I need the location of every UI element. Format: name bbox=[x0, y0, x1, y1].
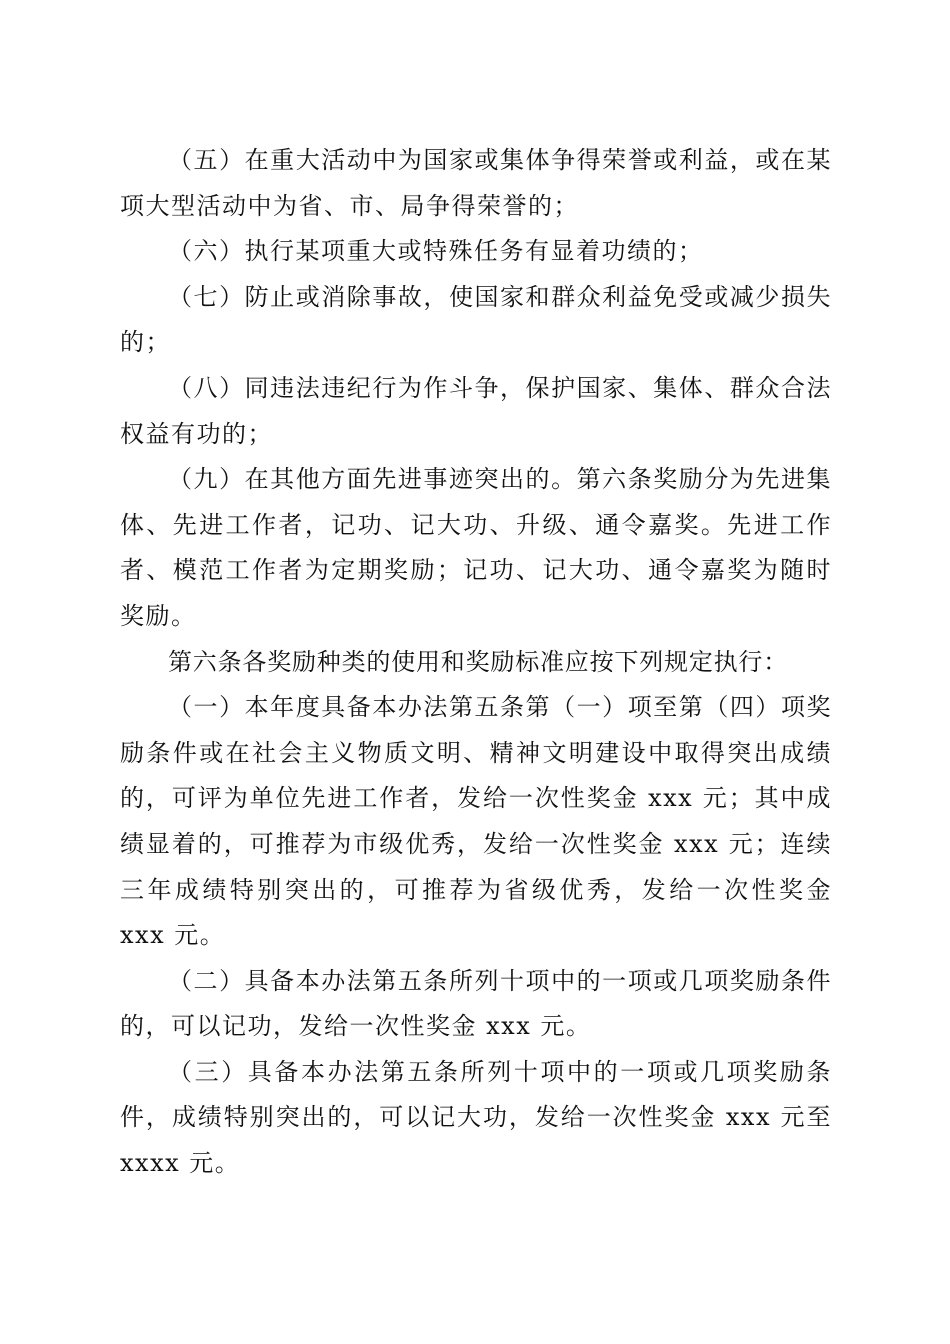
paragraph-rule-2: （二）具备本办法第五条所列十项中的一项或几项奖励条件的，可以记功，发给一次性奖金 xxx 元。 bbox=[120, 966, 832, 1041]
document-body bbox=[120, 138, 832, 1187]
paragraph-item-7: （七）防止或消除事故，使国家和群众利益免受或减少损失的； bbox=[120, 282, 832, 357]
paragraph-rule-3: （三）具备本办法第五条所列十项中的一项或几项奖励条件，成绩特别突出的，可以记大功，发给一次性奖金 xxx 元至 xxxx 元。 bbox=[120, 1057, 832, 1178]
paragraph-item-9: （九）在其他方面先进事迹突出的。第六条奖励分为先进集体、先进工作者，记功、记大功、升级、通令嘉奖。先进工作者、模范工作者为定期奖励；记功、记大功、通令嘉奖为随时奖励。 bbox=[120, 465, 832, 630]
paragraph-item-8: （八）同违法违纪行为作斗争，保护国家、集体、群众合法权益有功的； bbox=[120, 373, 832, 448]
paragraph-item-5: （五）在重大活动中为国家或集体争得荣誉或利益，或在某项大型活动中为省、市、局争得荣誉的； bbox=[120, 146, 832, 220]
paragraph-item-6: （六）执行某项重大或特殊任务有显着功绩的； bbox=[168, 237, 704, 266]
paragraph-rule-1: （一）本年度具备本办法第五条第（一）项至第（四）项奖励条件或在社会主义物质文明、精神文明建设中取得突出成绩的，可评为单位先进工作者，发给一次性奖金 xxx 元；其中成绩显着的，可推荐为市级优秀，发给一次性奖金 xxx 元；连续三年成绩特别突出的，可推荐为省级优秀，发给一次性奖金 xxx 元。 bbox=[120, 693, 832, 950]
paragraph-article-6: 第六条各奖励种类的使用和奖励标准应按下列规定执行： bbox=[168, 647, 788, 676]
